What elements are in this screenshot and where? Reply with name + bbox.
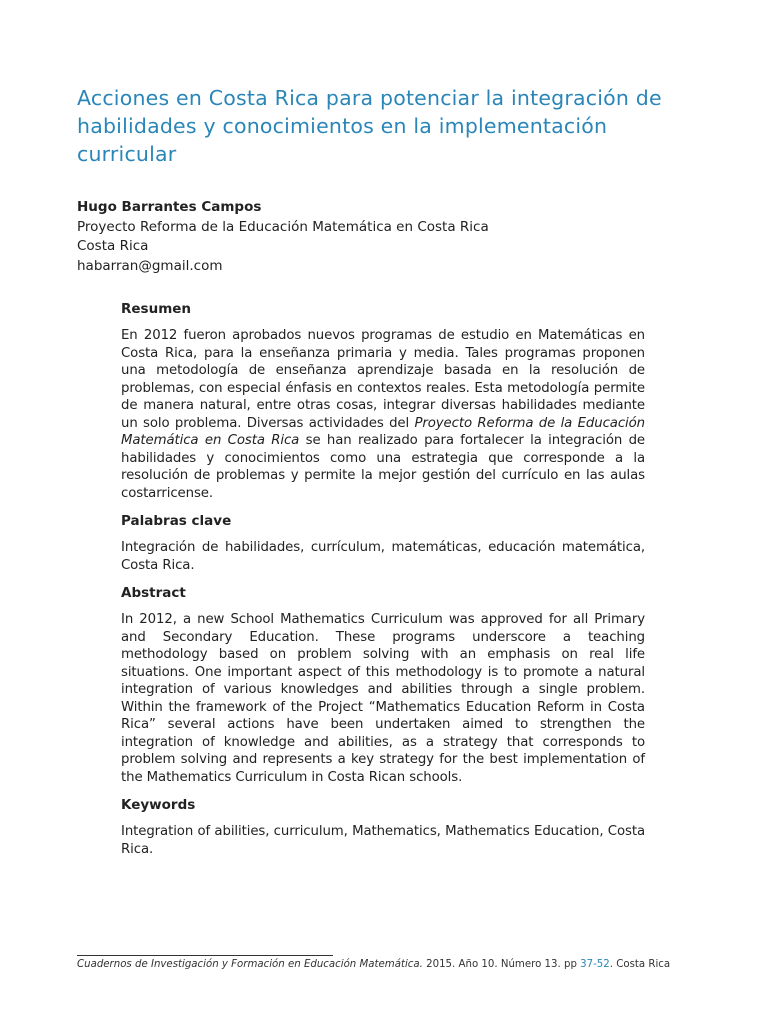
author-country: Costa Rica	[77, 238, 149, 254]
footer-journal: Cuadernos de Investigación y Formación en Educación Matemática.	[77, 959, 423, 970]
author-block	[77, 198, 677, 276]
resumen-text-italic: Proyecto Reforma de la Educación Matemática en Costa Rica	[121, 415, 645, 448]
author-affiliation: Proyecto Reforma de la Educación Matemática en Costa Rica	[77, 218, 489, 235]
author-email[interactable]: habarran@gmail.com	[77, 257, 223, 274]
paper-title: Acciones en Costa Rica para potenciar la integración de habilidades y conocimientos en la implementación curricular	[77, 86, 662, 166]
footer-pages-link[interactable]: 37-52	[580, 959, 610, 970]
abstract-text: In 2012, a new School Mathematics Curriculum was approved for all Primary and Secondary Education. These programs underscore a teaching methodology based on problem solving with an emphasis on real life situations. One important aspect of this methodology is to promote a natural integration of various knowledges and abilities through a single problem. Within the framework of the Project “Mathematics Education Reform in Costa Rica” several actions have been undertaken aimed to strengthen the integration of knowledge and abilities, as a strategy that corresponds to problem solving and represents a key strategy for the best implementation of the Mathematics Curriculum in Costa Rican schools.	[121, 612, 645, 785]
footer-rule	[77, 955, 333, 956]
keywords-heading: Keywords	[121, 797, 196, 813]
keywords-text: Integration of abilities, curriculum, Mathematics, Mathematics Education, Costa Rica.	[121, 824, 645, 857]
page-footer	[77, 958, 677, 972]
resumen-text-part2: se han realizado para fortalecer la integración de habilidades y conocimientos como una estrategia que corresponde a la resolución de problemas y permite la mejor gestión del currículo en las aulas costarricense.	[121, 433, 645, 501]
resumen-heading: Resumen	[121, 301, 192, 317]
resumen-text-part1: En 2012 fueron aprobados nuevos programas de estudio en Matemáticas en Costa Rica, para la enseñanza primaria y media. Tales programas proponen una metodología de enseñanza aprendizaje basada en la resolución de problemas, con especial énfasis en contextos reales. Esta metodología permite de manera natural, entre otras cosas, integrar diversas habilidades mediante un solo problema. Diversas actividades del	[121, 328, 645, 431]
palabras-clave-heading: Palabras clave	[121, 513, 232, 529]
resumen-text	[121, 327, 645, 502]
abstract-section	[121, 300, 645, 868]
palabras-clave-text: Integración de habilidades, currículum, matemáticas, educación matemática, Costa Rica.	[121, 540, 645, 573]
author-name: Hugo Barrantes Campos	[77, 199, 262, 215]
footer-end: . Costa Rica	[609, 959, 671, 970]
abstract-heading: Abstract	[121, 585, 186, 601]
footer-details: 2015. Año 10. Número 13. pp	[422, 959, 581, 970]
